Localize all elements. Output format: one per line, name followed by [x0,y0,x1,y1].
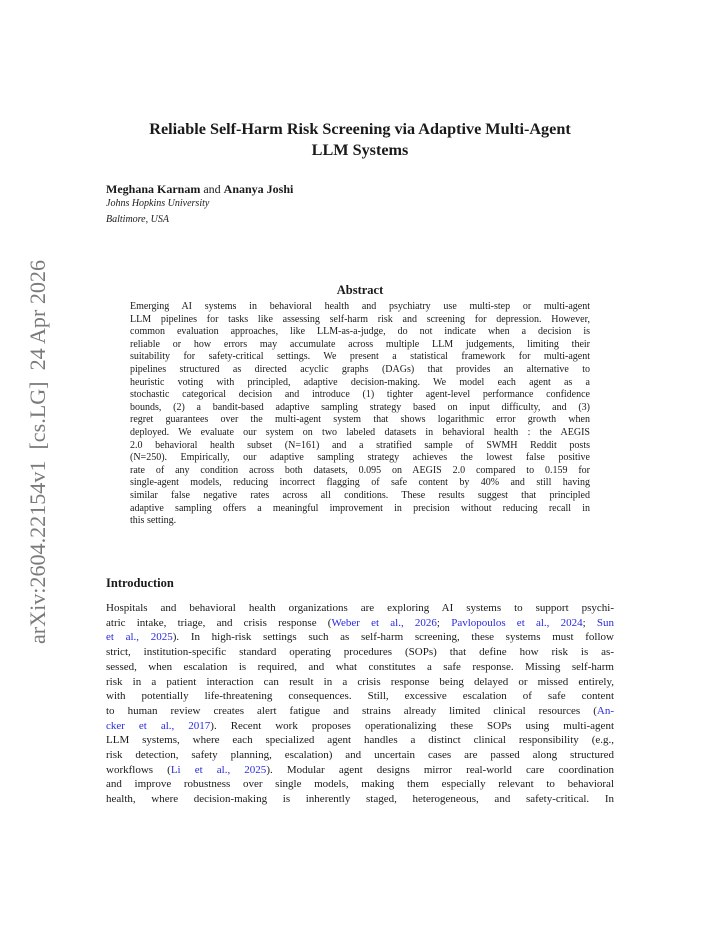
body-text-fragment: to human review creates alert fatigue and strains already limited clinical resources ( [106,704,597,717]
body-text-fragment: atric intake, triage, and crisis response ( [106,616,332,629]
body-line [106,630,614,645]
body-line [106,704,614,719]
title-line-1: Reliable Self-Harm Risk Screening via Adaptive Multi-Agent [149,120,571,138]
citation-link[interactable]: et al., 2025 [106,631,173,644]
abstract-line: (N=250). Empirically, our adaptive sampling strategy achieves the lowest false positive [130,452,590,464]
body-line: risk in a patient interaction can result in a crisis response being delayed or missed entirely, [106,675,614,688]
author-name: Meghana Karnam [106,182,201,196]
abstract-line: Emerging AI systems in behavioral health and psychiatry use multi-step or multi-agent [130,301,590,312]
body-line: strict, institution-specific standard operating procedures (SOPs) that define how risk is as- [106,646,614,659]
abstract-line: heuristic voting with principled, adaptive decision-making. We model each agent as a [130,376,590,388]
abstract-line: adaptive sampling offers a meaningful improvement in precision without reducing recall in [130,502,590,514]
abstract-line: stochastic categorical decision and introduce (1) tighter agent-level performance confidence [130,389,590,401]
body-text-fragment: ). Modular agent designs mirror real-world care coordination [266,763,615,776]
abstract-line: bounds, (2) a bandit-based adaptive sampling strategy based on input difficulty, and (3) [130,401,590,413]
abstract-line: regret guarantees over the multi-agent system that shows logarithmic error growth when [130,414,590,426]
body-line: LLM systems, where each specialized agent handles a distinct clinical responsibility (e.g., [106,734,614,747]
abstract-line: reliable or how errors may accumulate across multiple LLM judgements, limiting their [130,338,590,350]
author-conjunction: and [203,182,221,196]
citation-link[interactable]: Li et al., 2025 [170,763,267,776]
body-line [106,763,614,778]
body-line: health, where decision-making is inherently staged, heterogeneous, and safety-critical. In [106,793,614,806]
abstract-line: rate of any condition across both datasets, 0.095 on AEGIS 2.0 compared to 0.159 for [130,464,590,476]
citation-link[interactable]: Sun [596,616,615,629]
abstract-line: similar false negative rates across all conditions. These results suggest that principled [130,489,590,501]
affiliation: Johns Hopkins University [106,198,210,209]
body-text-fragment: workflows ( [106,763,171,776]
location: Baltimore, USA [106,214,169,225]
paper-title [100,119,620,161]
section-heading: Introduction [106,576,174,590]
abstract-line: suitability for safety-critical settings. We present a statistical framework for multi-agent [130,351,590,363]
introduction-body [106,601,614,807]
arxiv-identifier [14,260,54,644]
abstract-line: deployed. We evaluate our system on two labeled datasets in behavioral health : the AEGIS [130,426,590,438]
citation-link[interactable]: An- [596,704,614,717]
abstract-line: pipelines structured as directed acyclic graphs (DAGs) that provides an alternative to [130,363,590,375]
abstract-line: LLM pipelines for tasks like assessing self-harm risk and screening for depression. However, [130,313,590,325]
abstract-body [130,301,590,528]
body-text-fragment: ; [582,616,597,629]
body-line: with potentially life-threatening consequences. Still, excessive escalation of safe content [106,690,614,703]
abstract-line: this setting. [130,515,177,527]
abstract-line: 2.0 behavioral health subset (N=161) and a stratified sample of SWMH Reddit posts [130,439,590,451]
body-line: risk detection, safety planning, escalation) and uncertain cases are passed along structured [106,749,614,762]
abstract-line: common evaluation approaches, like LLM-as-a-judge, do not indicate when a decision is [130,326,590,338]
title-line-2: LLM Systems [311,141,409,159]
body-text-fragment: ; [436,616,452,629]
arxiv-identifier-text: arXiv:2604.22154v1 [cs.LG] 24 Apr 2026 [25,261,50,644]
body-line: and improve robustness over single models, making them especially relevant to behavioral [106,778,614,791]
author-name: Ananya Joshi [223,182,294,196]
body-text-fragment: ). In high-risk settings such as self-harm screening, these systems must follow [172,631,614,644]
author-list [106,181,293,197]
body-line [106,616,614,631]
abstract-line: single-agent models, reducing incorrect flagging of safe content by 40% and still having [130,477,590,489]
citation-link[interactable]: cker et al., 2017 [106,719,211,732]
citation-link[interactable]: Pavlopoulos et al., 2024 [451,616,583,629]
body-text-fragment: ). Recent work proposes operationalizing these SOPs using multi-agent [210,719,614,732]
body-line: Hospitals and behavioral health organizations are exploring AI systems to support psychi- [106,602,614,614]
body-line [106,719,614,734]
abstract-heading: Abstract [336,283,384,297]
body-line: sessed, when escalation is required, and what constitutes a safe response. Missing self-harm [106,660,614,673]
citation-link[interactable]: Weber et al., 2026 [331,616,437,629]
